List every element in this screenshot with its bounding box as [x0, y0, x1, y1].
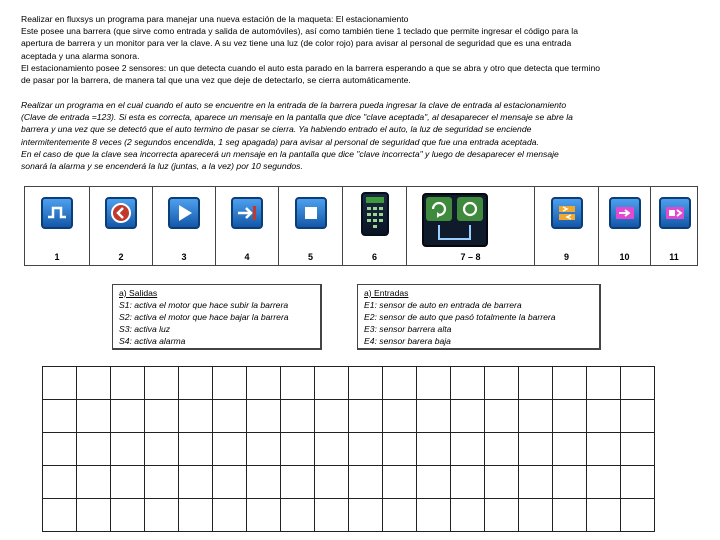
stop-circle-icon[interactable] [105, 197, 137, 229]
grid-cell[interactable] [213, 400, 247, 433]
grid-cell[interactable] [179, 466, 213, 499]
grid-cell[interactable] [315, 367, 349, 400]
grid-row [43, 367, 655, 400]
input-item: E2: sensor de auto que pasó totalmente la barrera [364, 312, 556, 322]
intro-text [21, 13, 711, 86]
grid-cell[interactable] [519, 499, 553, 532]
grid-cell[interactable] [417, 466, 451, 499]
intro-line: Realizar en fluxsys un programa para manejar una nueva estación de la maqueta: El estacionamiento [21, 14, 409, 24]
toolbar-label: 9 [563, 252, 569, 262]
answer-grid [42, 366, 655, 532]
grid-cell[interactable] [145, 400, 179, 433]
grid-cell[interactable] [213, 466, 247, 499]
grid-cell[interactable] [43, 466, 77, 499]
keypad-icon[interactable] [361, 192, 389, 236]
grid-cell[interactable] [553, 499, 587, 532]
grid-cell[interactable] [349, 499, 383, 532]
toolbar-label: 5 [307, 252, 313, 262]
grid-cell[interactable] [315, 466, 349, 499]
task-line: (Clave de entrada =123). Si esta es correcta, aparece un mensaje en la pantalla que dice "clave aceptada", al desaparecer el mensaje se abre la [21, 112, 573, 123]
grid-cell[interactable] [621, 466, 655, 499]
grid-cell[interactable] [383, 499, 417, 532]
grid-cell[interactable] [621, 499, 655, 532]
toolbar-label: 11 [669, 252, 679, 262]
grid-cell[interactable] [621, 400, 655, 433]
inputs-box [357, 284, 601, 350]
grid-cell[interactable] [587, 400, 621, 433]
grid-cell[interactable] [281, 499, 315, 532]
grid-cell[interactable] [349, 433, 383, 466]
toolbar-label: 6 [371, 252, 377, 262]
grid-cell[interactable] [43, 499, 77, 532]
grid-cell[interactable] [179, 367, 213, 400]
grid-cell[interactable] [519, 433, 553, 466]
grid-cell[interactable] [315, 400, 349, 433]
flowchart-toolbar [24, 186, 698, 266]
grid-row [43, 466, 655, 499]
toolbar-cell-2 [90, 187, 153, 265]
grid-cell[interactable] [417, 367, 451, 400]
toolbar-label: 10 [619, 252, 630, 262]
grid-cell[interactable] [111, 433, 145, 466]
compare-icon[interactable] [551, 197, 583, 229]
task-line: sonará la alarma y se encenderá la luz (juntas, a la vez) por 10 segundos. [21, 161, 303, 172]
grid-cell[interactable] [417, 433, 451, 466]
grid-cell[interactable] [349, 400, 383, 433]
grid-cell[interactable] [179, 433, 213, 466]
output-item: S3: activa luz [119, 324, 171, 334]
grid-cell[interactable] [247, 367, 281, 400]
grid-cell[interactable] [417, 400, 451, 433]
input-item: E4: sensor barera baja [364, 336, 451, 346]
grid-cell[interactable] [349, 367, 383, 400]
inputs-header: a) Entradas [364, 288, 409, 298]
grid-cell[interactable] [587, 466, 621, 499]
grid-cell[interactable] [553, 400, 587, 433]
grid-cell[interactable] [111, 499, 145, 532]
grid-cell[interactable] [451, 466, 485, 499]
grid-cell[interactable] [247, 499, 281, 532]
grid-cell[interactable] [485, 400, 519, 433]
grid-cell[interactable] [553, 466, 587, 499]
grid-cell[interactable] [43, 433, 77, 466]
grid-cell[interactable] [281, 400, 315, 433]
grid-cell[interactable] [145, 499, 179, 532]
grid-cell[interactable] [485, 499, 519, 532]
grid-cell[interactable] [111, 466, 145, 499]
grid-cell[interactable] [553, 433, 587, 466]
task-text [21, 99, 711, 172]
grid-cell[interactable] [281, 433, 315, 466]
grid-cell[interactable] [77, 433, 111, 466]
grid-cell[interactable] [247, 433, 281, 466]
grid-cell[interactable] [145, 466, 179, 499]
task-line: En el caso de que la clave sea incorrecta aparecerá un mensaje en la pantalla que dice "clave incorrecta" y luego de desaparecer el mensaje [21, 148, 559, 159]
intro-line: aceptada y una alarma sonora. [21, 50, 140, 61]
input-item: E3: sensor barrera alta [364, 324, 452, 334]
grid-row [43, 400, 655, 433]
grid-cell[interactable] [519, 400, 553, 433]
toolbar-cell-7-8 [407, 187, 535, 265]
toolbar-cell-5 [279, 187, 343, 265]
grid-cell[interactable] [179, 499, 213, 532]
grid-cell[interactable] [247, 466, 281, 499]
intro-line: apertura de barrera y un monitor para ver la clave. A su vez tiene una luz (de color rojo) para avisar al personal de seguridad que es una entrada [21, 38, 572, 49]
grid-cell[interactable] [111, 400, 145, 433]
toolbar-cell-3 [153, 187, 216, 265]
toolbar-cell-1 [25, 187, 90, 265]
toolbar-cell-6 [343, 187, 407, 265]
grid-cell[interactable] [43, 367, 77, 400]
task-line: intermitentemente 8 veces (2 segundos encendida, 1 seg apagada) para avisar al personal de seguridad que fue una entrada aceptada. [21, 136, 539, 147]
grid-cell[interactable] [451, 499, 485, 532]
grid-cell[interactable] [451, 367, 485, 400]
grid-cell[interactable] [485, 367, 519, 400]
task-line: Realizar un programa en el cual cuando el auto se encuentre en la entrada de la barrera pueda ingresar la clave de entrada al estacionamiento [21, 100, 567, 110]
grid-cell[interactable] [247, 400, 281, 433]
toolbar-cell-4 [216, 187, 279, 265]
grid-cell[interactable] [43, 400, 77, 433]
toolbar-cell-9 [535, 187, 599, 265]
intro-line: Este posee una barrera (que sirve como entrada y salida de automóviles), así como también tiene 1 teclado que permite ingresar el código para la [21, 26, 578, 37]
task-line: barrera y una vez que se detectó que el auto termino de pasar se cierra. Ya habiendo entrado el auto, la luz de seguridad se enciende [21, 124, 532, 135]
grid-cell[interactable] [553, 367, 587, 400]
toolbar-label: 4 [244, 252, 250, 262]
outputs-box [112, 284, 322, 350]
grid-cell[interactable] [587, 367, 621, 400]
grid-cell[interactable] [621, 433, 655, 466]
output-item: S4: activa alarma [119, 336, 186, 346]
grid-cell[interactable] [213, 367, 247, 400]
grid-cell[interactable] [383, 400, 417, 433]
play-icon[interactable] [168, 197, 200, 229]
grid-cell[interactable] [519, 367, 553, 400]
intro-line: de pasar por la barrera, de manera tal que una vez que deje de detectarlo, se cierra automáticamente. [21, 75, 411, 86]
grid-cell[interactable] [77, 367, 111, 400]
output-item: S1: activa el motor que hace subir la barrera [119, 300, 289, 310]
grid-cell[interactable] [621, 367, 655, 400]
grid-cell[interactable] [77, 400, 111, 433]
grid-cell[interactable] [519, 466, 553, 499]
grid-cell[interactable] [315, 433, 349, 466]
grid-cell[interactable] [349, 466, 383, 499]
grid-row [43, 499, 655, 532]
toolbar-label: 1 [54, 252, 60, 262]
grid-cell[interactable] [213, 433, 247, 466]
grid-cell[interactable] [145, 433, 179, 466]
grid-cell[interactable] [485, 433, 519, 466]
grid-cell[interactable] [179, 400, 213, 433]
grid-cell[interactable] [485, 466, 519, 499]
grid-cell[interactable] [383, 433, 417, 466]
grid-cell[interactable] [451, 433, 485, 466]
toolbar-cell-10 [599, 187, 651, 265]
grid-cell[interactable] [213, 499, 247, 532]
intro-line: El estacionamiento posee 2 sensores: un que detecta cuando el auto esta parado en la barrera esperando a que se abra y otro que detecta que termino [21, 62, 601, 73]
grid-row [43, 433, 655, 466]
grid-cell[interactable] [145, 367, 179, 400]
grid-cell[interactable] [587, 433, 621, 466]
grid-cell[interactable] [77, 499, 111, 532]
toolbar-label: 3 [181, 252, 187, 262]
grid-cell[interactable] [383, 466, 417, 499]
grid-cell[interactable] [77, 466, 111, 499]
toolbar-label: 2 [118, 252, 124, 262]
grid-cell[interactable] [281, 466, 315, 499]
grid-cell[interactable] [451, 400, 485, 433]
output-item: S2: activa el motor que hace bajar la barrera [119, 312, 289, 322]
square-stop-icon[interactable] [295, 197, 327, 229]
outputs-header: a) Salidas [119, 288, 158, 298]
message-icon[interactable] [659, 197, 691, 229]
grid-cell[interactable] [383, 367, 417, 400]
grid-cell[interactable] [281, 367, 315, 400]
grid-cell[interactable] [315, 499, 349, 532]
toolbar-label: 7 – 8 [460, 252, 481, 262]
grid-cell[interactable] [111, 367, 145, 400]
start-pulse-icon[interactable] [41, 197, 73, 229]
grid-cell[interactable] [587, 499, 621, 532]
jump-arrow-icon[interactable] [231, 197, 263, 229]
input-item: E1: sensor de auto en entrada de barrera [364, 300, 522, 310]
grid-cell[interactable] [417, 499, 451, 532]
output-icon[interactable] [609, 197, 641, 229]
loop-cycle-icon[interactable] [422, 193, 488, 247]
toolbar-cell-11 [651, 187, 697, 265]
